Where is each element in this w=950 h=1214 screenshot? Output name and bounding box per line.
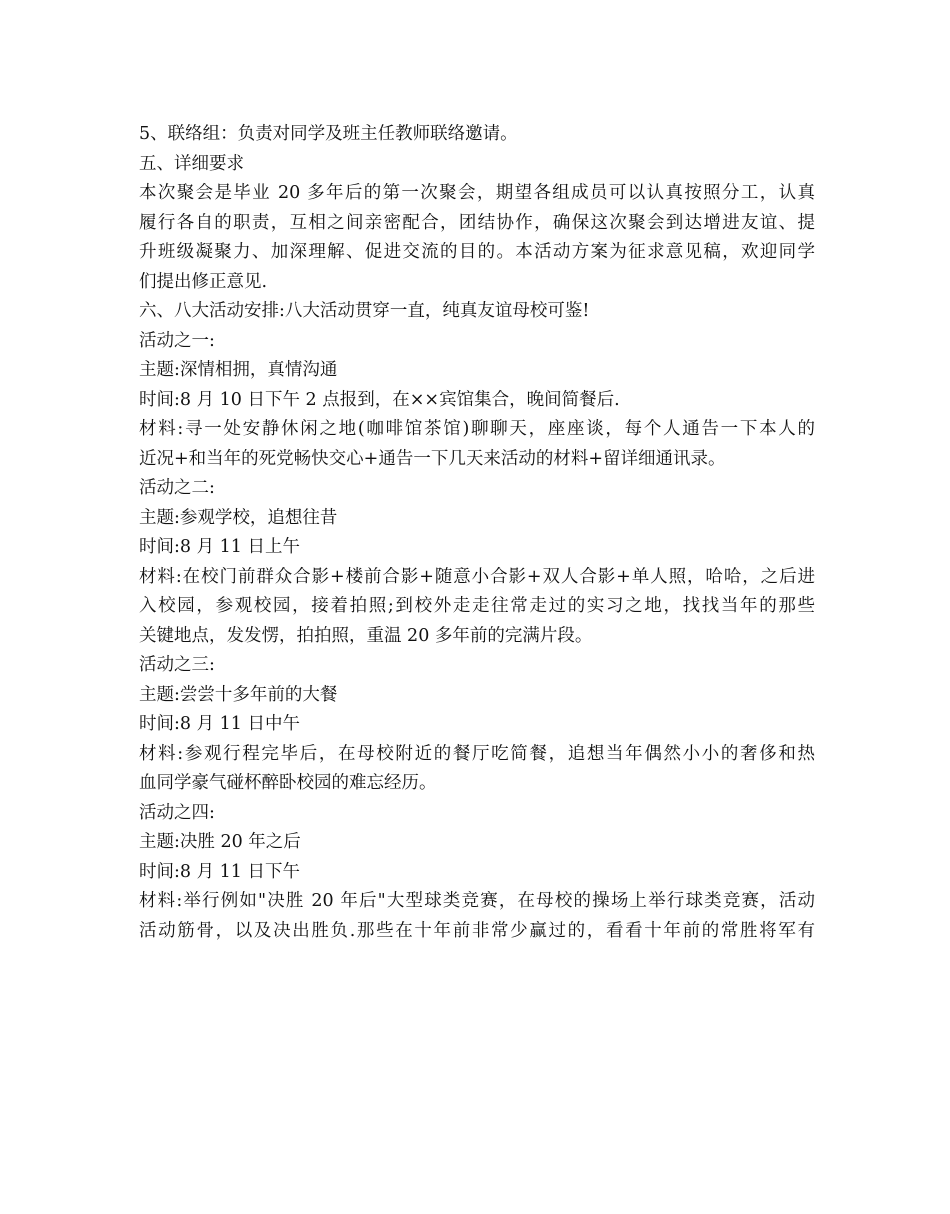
text-line: 主题:参观学校，追想往昔 — [139, 507, 338, 528]
text-line: 近况+和当年的死党畅快交心+通告一下几天来活动的材料+留详细通讯录。 — [139, 448, 726, 469]
text-line: 们提出修正意见. — [139, 271, 268, 292]
text-line: 入校园，参观校园，接着拍照;到校外走走往常走过的实习之地，找找当年的那些 — [139, 596, 815, 616]
text-line: 关键地点，发发愣，拍拍照，重温 20 多年前的完满片段。 — [139, 625, 593, 646]
text-line: 活动之四: — [139, 802, 215, 823]
text-line: 材料:寻一处安静休闲之地(咖啡馆茶馆)聊聊天，座座谈，每个人通告一下本人的 — [139, 419, 815, 439]
text-line: 时间:8 月 11 日下午 — [139, 861, 300, 882]
text-line: 活动筋骨，以及决出胜负.那些在十年前非常少赢过的，看看十年前的常胜将军有 — [139, 920, 815, 941]
text-line: 活动之一: — [139, 330, 215, 351]
text-line: 主题:深情相拥，真情沟通 — [139, 360, 338, 380]
text-line: 活动之三: — [139, 655, 215, 675]
text-line: 时间:8 月 11 日上午 — [139, 537, 300, 557]
text-line: 时间:8 月 10 日下午 2 点报到，在××宾馆集合，晚间简餐后. — [139, 389, 620, 410]
text-line: 主题:决胜 20 年之后 — [139, 832, 301, 852]
text-line: 本次聚会是毕业 20 多年后的第一次聚会，期望各组成员可以认真按照分工，认真 — [139, 183, 815, 203]
text-line: 材料:参观行程完毕后，在母校附近的餐厅吃简餐，追想当年偶然小小的奢侈和热 — [139, 743, 815, 764]
text-line: 五、详细要求 — [139, 153, 244, 174]
text-line: 主题:尝尝十多年前的大餐 — [139, 684, 338, 705]
document-body — [139, 120, 815, 946]
text-line: 时间:8 月 11 日中午 — [139, 714, 300, 734]
text-line: 履行各自的职责，互相之间亲密配合，团结协作，确保这次聚会到达增进友谊、提 — [139, 212, 815, 233]
text-line: 升班级凝聚力、加深理解、促进交流的目的。本活动方案为征求意见稿，欢迎同学 — [139, 242, 815, 262]
text-line: 六、八大活动安排:八大活动贯穿一直，纯真友谊母校可鉴! — [139, 301, 590, 321]
text-line: 5、联络组：负责对同学及班主任教师联络邀请。 — [139, 124, 518, 144]
text-line: 活动之二: — [139, 478, 215, 498]
text-line: 材料:在校门前群众合影+楼前合影+随意小合影+双人合影+单人照，哈哈，之后进 — [139, 566, 815, 587]
text-line: 材料:举行例如"决胜 20 年后"大型球类竞赛，在母校的操场上举行球类竞赛，活动 — [139, 891, 815, 911]
text-line: 血同学豪气碰杯醉卧校园的难忘经历。 — [139, 773, 437, 793]
